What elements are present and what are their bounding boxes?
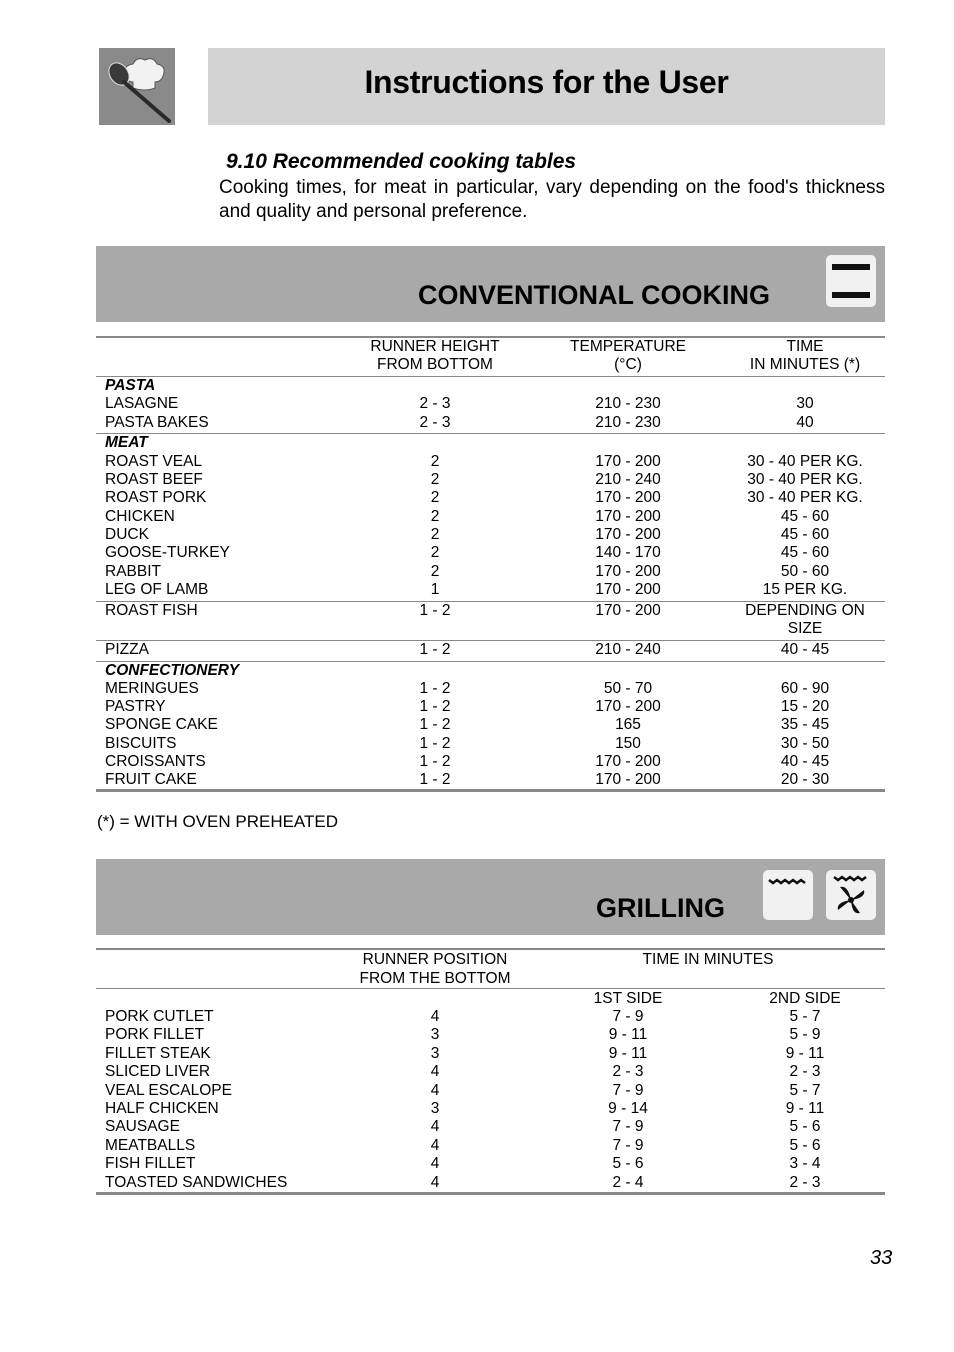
header-first-side: 1ST SIDE	[593, 990, 663, 1007]
table-row-runner: 4	[430, 1008, 440, 1025]
table-row-second-side: 9 - 11	[785, 1100, 825, 1117]
table-row-runner: 2	[430, 507, 440, 525]
table-row-runner: 1 - 2	[419, 601, 451, 619]
table-row-time: DEPENDING ON	[745, 601, 865, 619]
table-row-time: 30 - 40 PER KG.	[747, 489, 863, 507]
table-row-temperature: 170 - 200	[595, 562, 661, 580]
table-row-temperature: 170 - 200	[595, 698, 661, 716]
header-runner-position: RUNNER POSITION	[362, 951, 508, 968]
chef-spoon-icon	[99, 48, 175, 125]
table-row-first-side: 9 - 11	[608, 1026, 648, 1044]
table-row-time: 15 PER KG.	[762, 580, 848, 598]
table-row-food: DUCK	[105, 525, 149, 543]
table-row-food: PIZZA	[105, 640, 149, 658]
table-row-runner: 1 - 2	[419, 698, 451, 716]
table-row-runner: 1	[430, 580, 440, 598]
table-row-temperature: 170 - 200	[595, 489, 661, 507]
table-row-runner: 4	[430, 1081, 440, 1099]
table-row-runner: 2	[430, 525, 440, 543]
table-row-time: 30 - 50	[780, 734, 830, 752]
chef-logo	[99, 48, 175, 125]
header-runner-position: FROM THE BOTTOM	[359, 970, 511, 987]
table-row-runner: 1 - 2	[419, 753, 451, 770]
table-row-food: MERINGUES	[105, 679, 199, 697]
table-row-runner: 1 - 2	[419, 771, 451, 789]
table-row-time: 40 - 45	[780, 753, 830, 770]
table-row-food: LASAGNE	[105, 395, 179, 413]
category-label: MEAT	[105, 434, 148, 452]
table-row-time: 50 - 60	[780, 562, 830, 580]
page-number: 33	[870, 1247, 893, 1269]
table-row-food: PORK FILLET	[105, 1026, 205, 1044]
table-row-food: HALF CHICKEN	[105, 1100, 219, 1117]
table-row-time: 45 - 60	[780, 544, 830, 562]
table-row-runner: 2	[430, 471, 440, 488]
grilling-title: GRILLING	[596, 893, 725, 923]
table-row-second-side: 5 - 7	[789, 1008, 821, 1025]
table-row-runner: 1 - 2	[419, 679, 451, 697]
table-row-second-side: 5 - 6	[789, 1118, 821, 1136]
table-row-time: 40	[796, 413, 814, 431]
table-row-temperature: 170 - 200	[595, 771, 661, 789]
table-row-temperature: 170 - 200	[595, 507, 661, 525]
header-time-in-minutes: TIME IN MINUTES	[642, 951, 774, 968]
table-row-food: FRUIT CAKE	[105, 771, 197, 789]
header-time: TIME	[786, 338, 824, 355]
table-row-runner: 2	[430, 562, 440, 580]
table-row-runner: 2	[430, 452, 440, 470]
header-runner: FROM BOTTOM	[377, 356, 493, 373]
header-bar	[208, 48, 885, 125]
table-row-food: SAUSAGE	[105, 1118, 180, 1136]
table-row-food: GOOSE-TURKEY	[105, 544, 230, 562]
table-row-second-side: 2 - 3	[789, 1063, 821, 1081]
table-row-temperature: 210 - 230	[595, 413, 661, 431]
table-row-temperature: 170 - 200	[595, 601, 661, 619]
table-divider	[96, 640, 885, 641]
table-row-runner: 4	[430, 1173, 440, 1191]
table-row-runner: 4	[430, 1063, 440, 1081]
table-row-time: SIZE	[787, 619, 823, 637]
table-row-time: 35 - 45	[780, 716, 830, 734]
table-row-runner: 2	[430, 544, 440, 562]
table-row-second-side: 9 - 11	[785, 1044, 825, 1062]
page-title: Instructions for the User	[364, 64, 729, 100]
table-row-temperature: 170 - 200	[595, 452, 661, 470]
table-row-first-side: 9 - 14	[608, 1100, 648, 1117]
header-temperature: (°C)	[614, 356, 642, 373]
table-row-first-side: 2 - 3	[612, 1063, 644, 1081]
table-divider	[96, 433, 885, 434]
preheat-footnote: (*) = WITH OVEN PREHEATED	[97, 812, 339, 831]
table-row-runner: 1 - 2	[419, 734, 451, 752]
table-row-food: VEAL ESCALOPE	[105, 1081, 232, 1099]
table-row-time: 45 - 60	[780, 507, 830, 525]
table-row-food: PASTA BAKES	[105, 413, 209, 431]
table-row-runner: 4	[430, 1118, 440, 1136]
table-row-food: ROAST BEEF	[105, 471, 203, 488]
intro-paragraph: Cooking times, for meat in particular, vary depending on the food's thickness and quality and personal preference.	[219, 177, 885, 222]
table-row-food: MEATBALLS	[105, 1136, 196, 1154]
table-row-first-side: 7 - 9	[612, 1081, 644, 1099]
table-row-time: 30	[796, 395, 814, 413]
table-divider	[96, 948, 885, 950]
table-row-temperature: 50 - 70	[603, 679, 653, 697]
conventional-banner	[96, 246, 885, 322]
table-row-time: 45 - 60	[780, 525, 830, 543]
table-row-time: 20 - 30	[780, 771, 830, 789]
conventional-title: CONVENTIONAL COOKING	[418, 280, 771, 310]
header-second-side: 2ND SIDE	[769, 990, 841, 1007]
table-row-food: PORK CUTLET	[105, 1008, 214, 1025]
table-row-food: SLICED LIVER	[105, 1063, 211, 1081]
table-row-temperature: 165	[615, 716, 641, 734]
table-divider	[96, 376, 885, 377]
table-row-first-side: 7 - 9	[612, 1118, 644, 1136]
table-row-temperature: 210 - 240	[595, 471, 661, 488]
category-label: CONFECTIONERY	[105, 661, 240, 679]
section-heading: 9.10 Recommended cooking tables	[226, 150, 577, 173]
table-row-runner: 1 - 2	[419, 640, 451, 658]
table-row-runner: 2 - 3	[419, 413, 451, 431]
table-row-food: ROAST VEAL	[105, 452, 203, 470]
table-row-second-side: 3 - 4	[789, 1155, 821, 1173]
table-row-time: 15 - 20	[780, 698, 830, 716]
table-row-first-side: 7 - 9	[612, 1008, 644, 1025]
table-row-runner: 3	[430, 1044, 440, 1062]
table-row-runner: 1 - 2	[419, 716, 451, 734]
table-row-food: CROISSANTS	[105, 753, 206, 770]
table-row-food: ROAST FISH	[105, 601, 198, 619]
table-row-runner: 2	[430, 489, 440, 507]
table-row-second-side: 5 - 9	[789, 1026, 821, 1044]
table-row-food: TOASTED SANDWICHES	[105, 1173, 288, 1191]
table-row-first-side: 7 - 9	[612, 1136, 644, 1154]
table-row-second-side: 5 - 6	[789, 1136, 821, 1154]
table-divider	[96, 789, 885, 792]
grilling-banner	[96, 859, 885, 935]
table-row-second-side: 2 - 3	[789, 1173, 821, 1191]
category-label: PASTA	[105, 377, 156, 394]
table-row-time: 60 - 90	[780, 679, 830, 697]
table-row-food: PASTRY	[105, 698, 166, 716]
table-row-food: ROAST PORK	[105, 489, 207, 507]
table-row-time: 30 - 40 PER KG.	[747, 471, 863, 488]
header-time: IN MINUTES (*)	[749, 356, 861, 373]
table-row-food: RABBIT	[105, 562, 161, 580]
table-row-temperature: 170 - 200	[595, 525, 661, 543]
table-row-food: FISH FILLET	[105, 1155, 196, 1173]
table-divider	[96, 1192, 885, 1195]
fan-grill-icon	[826, 870, 876, 920]
table-row-temperature: 170 - 200	[595, 753, 661, 770]
table-row-runner: 3	[430, 1100, 440, 1117]
table-row-time: 30 - 40 PER KG.	[747, 452, 863, 470]
table-row-runner: 4	[430, 1136, 440, 1154]
table-row-food: BISCUITS	[105, 734, 177, 752]
header-temperature: TEMPERATURE	[570, 338, 686, 355]
grill-element-icon	[763, 870, 813, 920]
table-row-time: 40 - 45	[780, 640, 830, 658]
header-runner: RUNNER HEIGHT	[370, 338, 500, 355]
table-row-first-side: 9 - 11	[608, 1044, 648, 1062]
table-divider	[96, 988, 885, 989]
table-row-temperature: 140 - 170	[595, 544, 661, 562]
table-row-temperature: 210 - 240	[595, 640, 661, 658]
table-row-first-side: 2 - 4	[612, 1173, 644, 1191]
table-row-food: CHICKEN	[105, 507, 175, 525]
top-bottom-heat-icon	[826, 255, 876, 307]
table-row-runner: 4	[430, 1155, 440, 1173]
table-row-temperature: 210 - 230	[595, 395, 661, 413]
table-row-second-side: 5 - 7	[789, 1081, 821, 1099]
table-row-food: SPONGE CAKE	[105, 716, 218, 734]
table-row-runner: 3	[430, 1026, 440, 1044]
table-row-first-side: 5 - 6	[612, 1155, 644, 1173]
table-row-temperature: 170 - 200	[595, 580, 661, 598]
table-row-runner: 2 - 3	[419, 395, 451, 413]
table-row-temperature: 150	[615, 734, 641, 752]
table-row-food: LEG OF LAMB	[105, 580, 209, 598]
table-row-food: FILLET STEAK	[105, 1044, 211, 1062]
